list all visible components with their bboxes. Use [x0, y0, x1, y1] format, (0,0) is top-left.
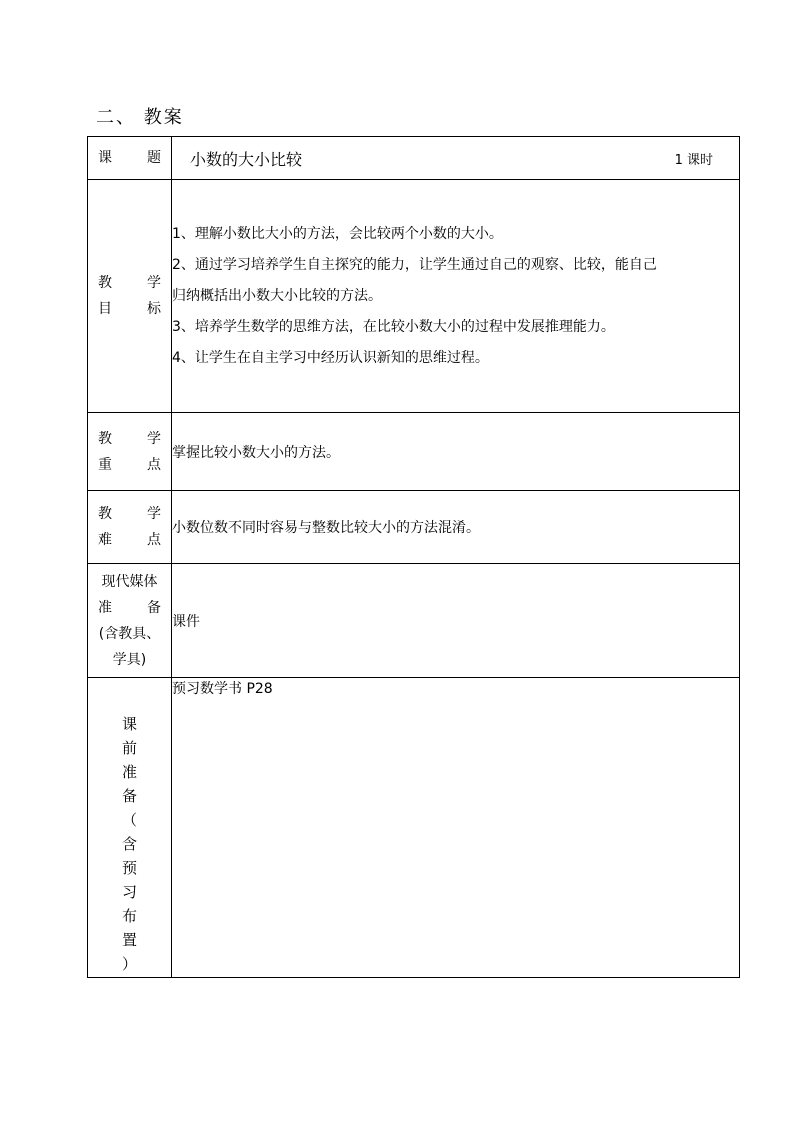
key-points-text: 掌握比较小数大小的方法。: [172, 444, 340, 461]
key-points-label-char-3: 重: [98, 456, 112, 473]
topic-label-char-1: 课: [98, 150, 112, 166]
goals-row: [88, 180, 740, 413]
prep-label-char-7: 预: [121, 859, 137, 877]
topic-row: [88, 137, 740, 180]
prep-label-char-3: 准: [121, 763, 137, 781]
prep-label-char-4: 备: [121, 787, 137, 805]
difficulties-label-cell: [88, 491, 172, 564]
goals-label-char-4: 标: [147, 301, 161, 317]
prep-label-char-2: 前: [121, 739, 137, 757]
media-label-cell: [88, 564, 172, 678]
goal-item-2: 2、通过学习培养学生自主探究的能力，让学生通过自己的观察、比较，能自己: [172, 256, 657, 273]
preparation-row: [88, 678, 740, 978]
goal-item-4: 4、让学生在自主学习中经历认识新知的思维过程。: [172, 349, 489, 366]
goal-item-3: 3、培养学生数学的思维方法，在比较小数大小的过程中发展推理能力。: [172, 318, 615, 335]
media-label-line-1: 现代媒体: [101, 573, 158, 590]
lesson-period: 1 课时: [674, 152, 713, 168]
goals-label-char-3: 目: [98, 301, 112, 317]
prep-label-char-6: 含: [121, 835, 137, 853]
section-heading: 二、 教案: [96, 107, 184, 128]
difficulties-label-char-4: 点: [147, 532, 161, 548]
prep-label-char-5: （: [121, 811, 137, 829]
key-points-label-char-2: 学: [147, 430, 161, 447]
preparation-label-cell: [88, 678, 172, 978]
difficulties-label-char-1: 教: [98, 506, 112, 522]
media-content-cell: [172, 564, 740, 678]
difficulties-label-char-3: 难: [98, 532, 112, 548]
prep-label-char-11: ）: [121, 955, 137, 973]
goal-item-2-continued: 归纳概括出小数大小比较的方法。: [172, 287, 382, 304]
key-points-row: [88, 413, 740, 491]
difficulties-content-cell: [172, 491, 740, 564]
difficulties-label-char-2: 学: [147, 506, 161, 522]
preparation-text: 预习数学书 P28: [172, 681, 273, 697]
topic-label-cell: [88, 137, 172, 180]
media-label-char-2: 备: [147, 599, 161, 616]
goal-item-1: 1、理解小数比大小的方法，会比较两个小数的大小。: [172, 225, 503, 242]
goals-label-char-1: 教: [98, 275, 112, 291]
media-label-line-3: (含教具、: [98, 625, 161, 642]
prep-label-char-8: 习: [121, 883, 137, 901]
key-points-label-char-1: 教: [98, 430, 112, 447]
topic-content-cell: [172, 137, 740, 180]
lesson-title: 小数的大小比较: [190, 149, 303, 169]
key-points-content-cell: [172, 413, 740, 491]
difficulties-row: [88, 491, 740, 564]
goals-content-cell: [172, 180, 740, 413]
media-label-char-1: 准: [98, 599, 112, 616]
media-text: 课件: [172, 613, 200, 630]
prep-label-char-1: 课: [121, 715, 137, 733]
goals-label-cell: [88, 180, 172, 413]
key-points-label-cell: [88, 413, 172, 491]
media-row: [88, 564, 740, 678]
difficulties-text: 小数位数不同时容易与整数比较大小的方法混淆。: [172, 520, 480, 536]
topic-label-char-2: 题: [147, 150, 161, 166]
key-points-label-char-4: 点: [147, 456, 161, 473]
prep-label-char-10: 置: [121, 931, 137, 949]
prep-label-char-9: 布: [121, 907, 137, 925]
media-label-line-4: 学具): [112, 651, 147, 668]
goals-label-char-2: 学: [147, 275, 161, 291]
lesson-plan-table: [87, 136, 740, 978]
preparation-content-cell: [172, 678, 740, 978]
